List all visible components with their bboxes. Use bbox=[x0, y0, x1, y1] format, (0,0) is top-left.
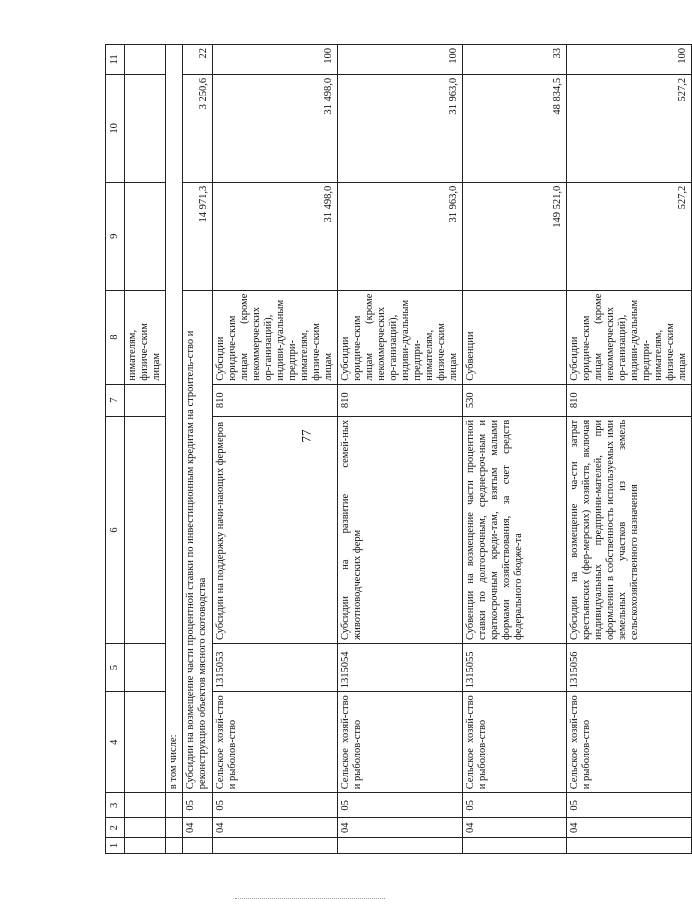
header-cell: 11 bbox=[106, 45, 125, 75]
row-recipients: Субсидии юридиче-ским лицам (кроме некоммерческих ор-ганизаций), индиви-дуальным предпри-нимателям, физиче-ским лицам bbox=[567, 290, 692, 384]
row-col9: 31 963,0 bbox=[338, 182, 463, 290]
row-col3: 05 bbox=[338, 793, 463, 818]
section-col10: 3 250,6 bbox=[183, 74, 213, 182]
continuation-row bbox=[125, 45, 166, 854]
row-col2: 04 bbox=[463, 818, 567, 838]
header-cell: 2 bbox=[106, 818, 125, 838]
row-code: 1315053 bbox=[213, 644, 338, 692]
row-col11: 100 bbox=[567, 45, 692, 75]
row-name: Субсидии на возмещение ча-сти затрат крестьянских (фер-мерских) хозяйств, включая индивидуальных предприни-мателей, при оформлении в собственность используемых ими земельных участков из земель сельскохозяйственного назначения bbox=[567, 416, 692, 643]
row-col10: 48 834,5 bbox=[463, 74, 567, 182]
row-col3: 05 bbox=[213, 793, 338, 818]
section-col11: 22 bbox=[183, 45, 213, 75]
row-name: Субсидии на поддержку начи-нающих фермеров bbox=[213, 416, 338, 643]
row-col10: 31 498,0 bbox=[213, 74, 338, 182]
row-col10: 527,2 bbox=[567, 74, 692, 182]
row-col10: 31 963,0 bbox=[338, 74, 463, 182]
row-name: Субсидии на развитие семей-ных животноводческих ферм bbox=[338, 416, 463, 643]
rotated-table-container bbox=[105, 44, 688, 854]
row-col2: 04 bbox=[567, 818, 692, 838]
row-recipients: Субсидии юридиче-ским лицам (кроме некоммерческих ор-ганизаций), индиви-дуальным предпри-нимателям, физиче-ским лицам bbox=[213, 290, 338, 384]
header-cell: 10 bbox=[106, 74, 125, 182]
group-label: в том числе: bbox=[166, 45, 183, 793]
row-col2: 04 bbox=[213, 818, 338, 838]
footer-divider bbox=[235, 898, 385, 900]
header-cell: 3 bbox=[106, 793, 125, 818]
row-type: 810 bbox=[213, 384, 338, 416]
row-branch: Сельское хозяй-ство и рыболов-ство bbox=[567, 692, 692, 793]
table-row bbox=[213, 45, 338, 854]
row-col2: 04 bbox=[338, 818, 463, 838]
row-recipients: Субвенции bbox=[463, 290, 567, 384]
header-row bbox=[106, 45, 125, 854]
budget-table bbox=[105, 44, 692, 854]
section-row bbox=[183, 45, 213, 854]
row-col9: 527,2 bbox=[567, 182, 692, 290]
row-type: 810 bbox=[567, 384, 692, 416]
page-number: 77 bbox=[298, 429, 314, 443]
row-col3: 05 bbox=[463, 793, 567, 818]
header-cell: 4 bbox=[106, 692, 125, 793]
header-cell: 8 bbox=[106, 290, 125, 384]
row-col11: 100 bbox=[338, 45, 463, 75]
row-type: 530 bbox=[463, 384, 567, 416]
table-row bbox=[338, 45, 463, 854]
row-type: 810 bbox=[338, 384, 463, 416]
row-branch: Сельское хозяй-ство и рыболов-ство bbox=[463, 692, 567, 793]
row-col9: 31 498,0 bbox=[213, 182, 338, 290]
row-recipients: Субсидии юридиче-ским лицам (кроме некоммерческих ор-ганизаций), индиви-дуальным предпри-нимателям, физиче-ским лицам bbox=[338, 290, 463, 384]
header-cell: 6 bbox=[106, 416, 125, 643]
section-col9: 14 971,3 bbox=[183, 182, 213, 290]
table-row bbox=[567, 45, 692, 854]
section-col3: 05 bbox=[183, 793, 213, 818]
row-col9: 149 521,0 bbox=[463, 182, 567, 290]
header-cell: 7 bbox=[106, 384, 125, 416]
section-title: Субсидии на возмещение части процентной ставки по инвестиционным кредитам на строитель-ство и реконструкцию объектов мясного скотоводства bbox=[183, 290, 213, 793]
group-label-row bbox=[166, 45, 183, 854]
row-name: Субвенции на возмещение части процентной ставки по долгосрочным, среднесроч-ным и краткосрочным креди-там, взятым малыми формами хозяйствования, за счет средств федерального бюдже-та bbox=[463, 416, 567, 643]
row-col11: 100 bbox=[213, 45, 338, 75]
row-branch: Сельское хозяй-ство и рыболов-ство bbox=[213, 692, 338, 793]
row-branch: Сельское хозяй-ство и рыболов-ство bbox=[338, 692, 463, 793]
table-row bbox=[463, 45, 567, 854]
row-code: 1315056 bbox=[567, 644, 692, 692]
recipients-cell: нимателям, физиче-ским лицам bbox=[125, 290, 166, 384]
row-col11: 33 bbox=[463, 45, 567, 75]
row-col3: 05 bbox=[567, 793, 692, 818]
row-code: 1315055 bbox=[463, 644, 567, 692]
header-cell: 5 bbox=[106, 644, 125, 692]
header-cell: 1 bbox=[106, 837, 125, 853]
row-code: 1315054 bbox=[338, 644, 463, 692]
section-col2: 04 bbox=[183, 818, 213, 838]
header-cell: 9 bbox=[106, 182, 125, 290]
